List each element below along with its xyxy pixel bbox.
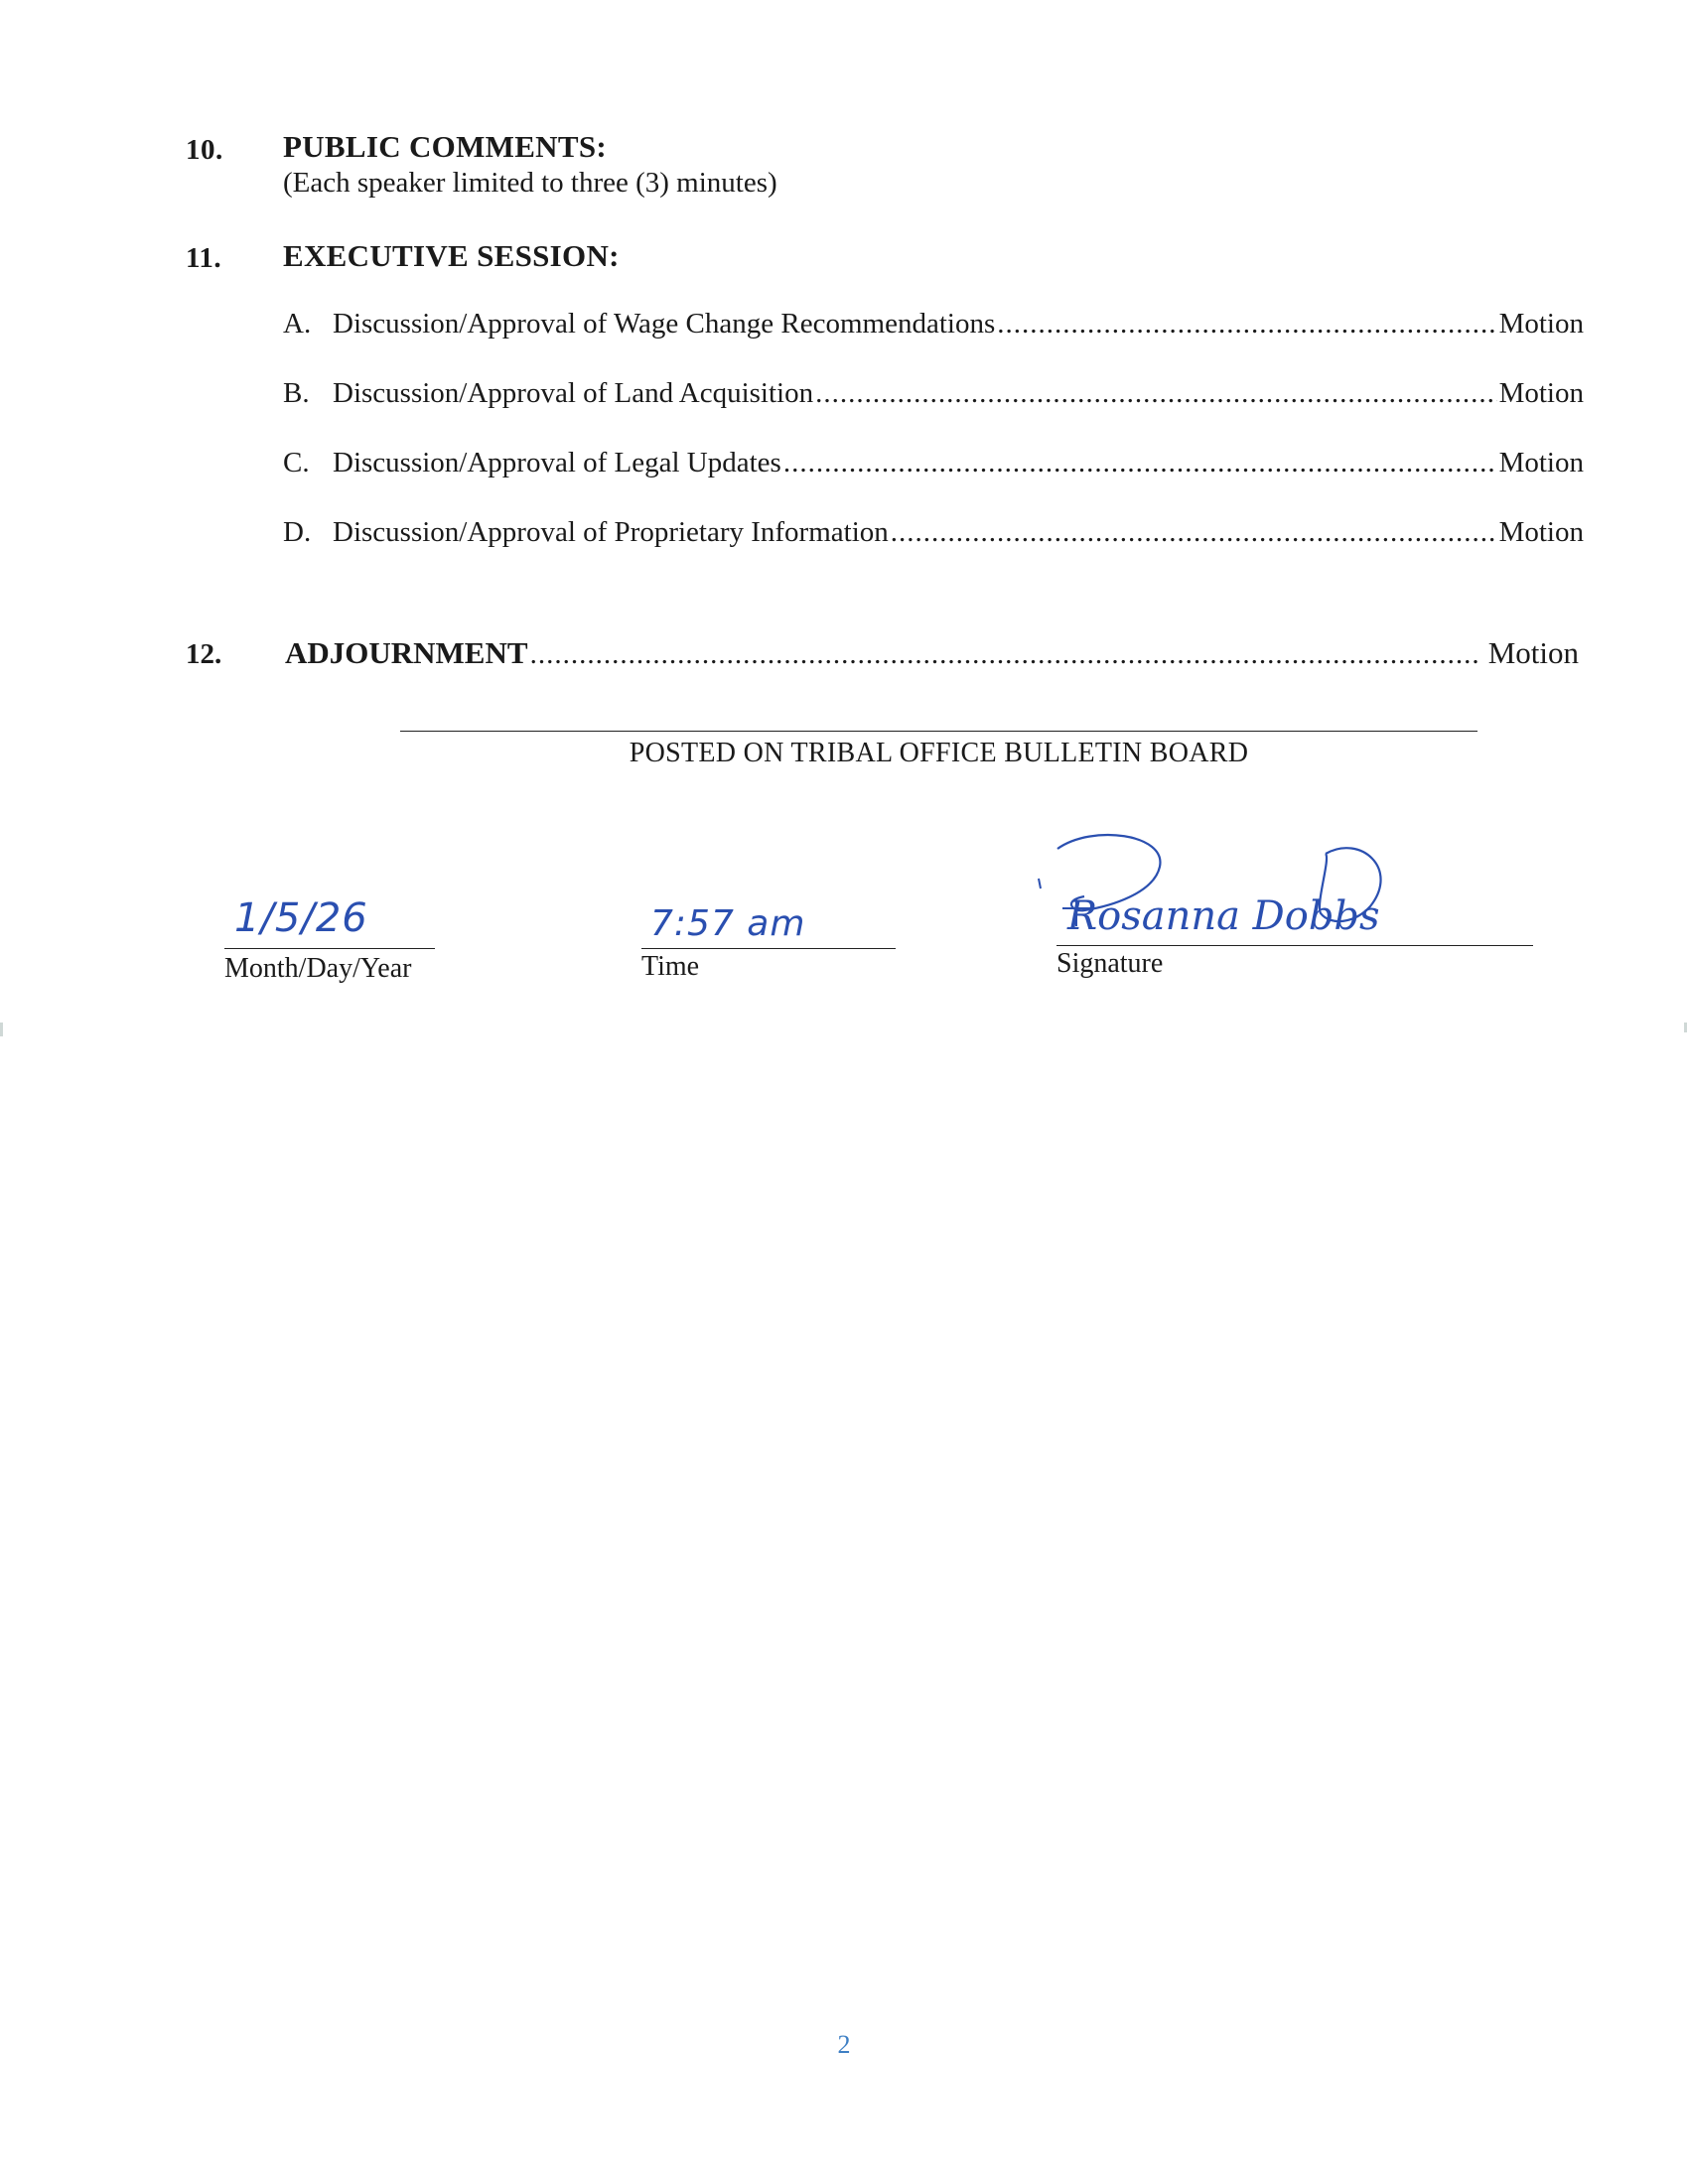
item-letter: A. [283, 308, 312, 340]
adjournment-row [186, 635, 1579, 671]
date-line [224, 948, 435, 949]
item-text: Discussion/Approval of Land Acquisition [333, 377, 814, 409]
dot-leader [997, 308, 1496, 341]
section-title-adjournment: ADJOURNMENT [285, 635, 528, 670]
dot-leader [783, 447, 1497, 479]
item-action: Motion [1498, 377, 1584, 409]
item-text: Discussion/Approval of Wage Change Recommendations [333, 308, 996, 340]
item-letter: C. [283, 447, 310, 478]
page-number: 2 [837, 2030, 851, 2059]
adjournment-action: Motion [1487, 635, 1579, 670]
item-action: Motion [1498, 516, 1584, 548]
executive-item-b [283, 377, 1584, 410]
item-letter: D. [283, 516, 312, 548]
dot-leader [891, 516, 1497, 549]
scan-edge-mark [1684, 1023, 1687, 1032]
signature-line [1056, 945, 1533, 946]
executive-item-c [283, 447, 1584, 479]
date-label: Month/Day/Year [224, 953, 412, 984]
scan-edge-mark [0, 1023, 3, 1036]
handwritten-signature: Rosanna Dobbs [1067, 893, 1380, 939]
section-number-public-comments: 10. [186, 134, 223, 166]
time-line [641, 948, 896, 949]
handwritten-time: 7:57 am [650, 903, 806, 944]
dot-leader [530, 638, 1478, 671]
posted-notice: POSTED ON TRIBAL OFFICE BULLETIN BOARD [629, 738, 1249, 768]
time-label: Time [641, 951, 700, 982]
section-title-public-comments: PUBLIC COMMENTS: [283, 129, 608, 164]
item-text: Discussion/Approval of Proprietary Information [333, 516, 889, 548]
item-letter: B. [283, 377, 310, 409]
dot-leader [815, 377, 1497, 410]
section-title-executive-session: EXECUTIVE SESSION: [283, 238, 620, 273]
section-number-adjournment: 12. [186, 638, 222, 670]
handwritten-date: 1/5/26 [234, 895, 368, 941]
item-text: Discussion/Approval of Legal Updates [333, 447, 781, 478]
executive-item-d [283, 516, 1584, 549]
signature-label: Signature [1056, 948, 1164, 979]
section-number-executive-session: 11. [186, 242, 222, 274]
executive-item-a [283, 308, 1584, 341]
item-action: Motion [1498, 308, 1584, 340]
item-action: Motion [1498, 447, 1584, 478]
public-comments-note: (Each speaker limited to three (3) minutes) [283, 167, 777, 199]
notice-rule [400, 731, 1477, 732]
